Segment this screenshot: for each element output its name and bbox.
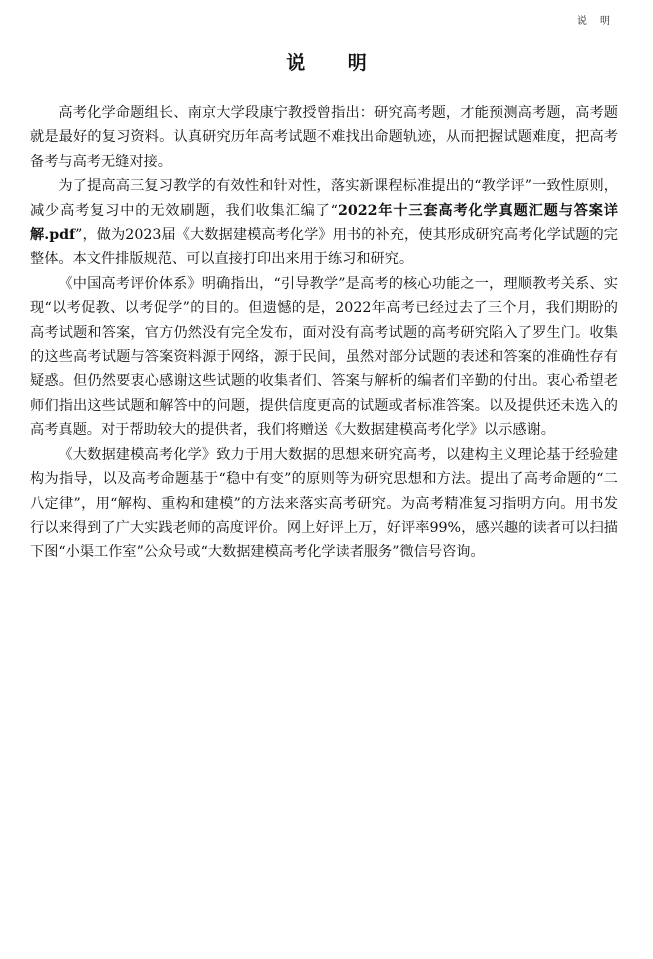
running-head: 说 明 <box>576 16 615 27</box>
paragraph-intro: 高考化学命题组长、南京大学段康宁教授曾指出：研究高考题，才能预测高考题，高考题就是最好的复习资料。认真研究历年高考试题不难找出命题轨迹，从而把握试题难度，把高考备考与高考无缝对接。 <box>30 105 618 170</box>
paragraph-purpose <box>30 174 618 272</box>
paragraph-purpose-text-a: 为了提高高三复习教学的有效性和针对性，落实新课程标准提出的“教学评”一致性原则，减少高考复习中的无效刷题，我们收集汇编了“ <box>30 178 618 219</box>
paragraph-book-intro: 《大数据建模高考化学》致力于用大数据的思想来研究高考，以建构主义理论基于经验建构为指导，以及高考命题基于“稳中有变”的原则等为研究思想和方法。提出了高考命题的“二八定律”，用“解构、重构和建模”的方法来落实高考研究。为高考精准复习指明方向。用书发行以来得到了广大实践老师的高度评价。网上好评上万，好评率99%，感兴趣的读者可以扫描下图“小渠工作室”公众号或“大数据建模高考化学读者服务”微信号咨询。 <box>30 446 618 561</box>
document-body <box>30 101 618 565</box>
paragraph-purpose-text-c: ”，做为2023届《大数据建模高考化学》用书的补充，使其形成研究高考化学试题的完整体。本文件排版规范、可以直接打印出来用于练习和研究。 <box>30 227 618 268</box>
paragraph-evaluation-system: 《中国高考评价体系》明确指出，“引导教学”是高考的核心功能之一，理顺教考关系、实现“以考促教、以考促学”的目的。但遗憾的是，2022年高考已经过去了三个月，我们期盼的高考试题和答案，官方仍然没有完全发布，面对没有高考试题的高考研究陷入了罗生门。收集的这些高考试题与答案资料源于网络，源于民间，虽然对部分试题的表述和答案的准确性存有疑惑。但仍然要衷心感谢这些试题的收集者们、答案与解析的编者们辛勤的付出。衷心希望老师们指出这些试题和解答中的问题，提供信度更高的试题或者标准答案。以及提供还未选入的高考真题。对于帮助较大的提供者，我们将赠送《大数据建模高考化学》以示感谢。 <box>30 275 618 439</box>
document-filename: 2022年十三套高考化学真题汇题与答案详解.pdf <box>30 202 618 244</box>
page-title: 说 明 <box>286 52 385 74</box>
